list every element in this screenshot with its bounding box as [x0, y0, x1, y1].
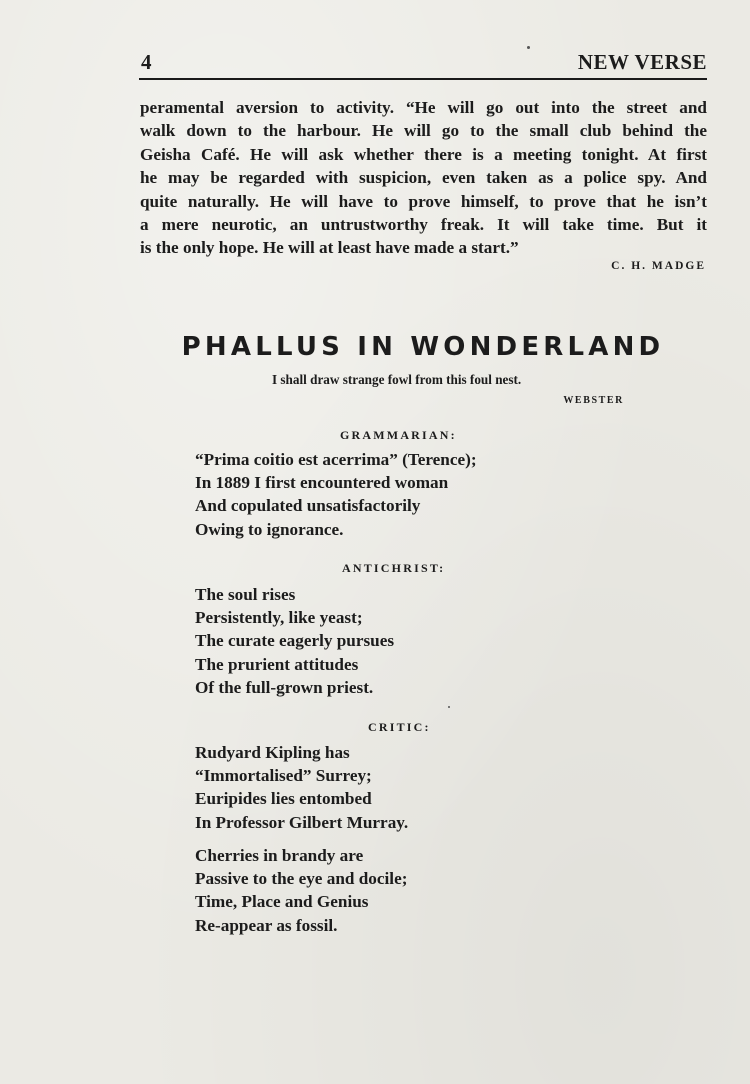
verse-line: Persistently, like yeast; — [195, 608, 363, 628]
paper-speck — [448, 706, 450, 708]
prose-line: quite naturally. He will have to prove himself, to prove that he isn’t — [140, 191, 707, 211]
stanza-critic-1 — [195, 741, 408, 834]
prose-line: peramental aversion to activity. “He will go out into the street and — [140, 98, 707, 117]
speaker-antichrist: ANTICHRIST: — [342, 561, 446, 575]
prose-paragraph — [140, 96, 707, 260]
prose-line: a mere neurotic, an untrustworthy freak. It will take time. But it — [140, 215, 707, 235]
paper-speck — [527, 46, 530, 49]
page-header — [139, 48, 707, 80]
page-number: 4 — [141, 50, 152, 74]
prose-line: is the only hope. He will at least have made a start.” — [140, 238, 519, 258]
running-head: NEW VERSE — [577, 50, 707, 74]
verse-line: Rudyard Kipling has — [195, 743, 350, 762]
verse-line: “Immortalised” Surrey; — [195, 766, 372, 786]
epigraph-author: WEBSTER — [563, 395, 624, 406]
stanza-critic-2 — [195, 844, 407, 937]
verse-line: In Professor Gilbert Murray. — [195, 812, 409, 832]
prose-signature: C. H. MADGE — [611, 260, 706, 272]
verse-line: Cherries in brandy are — [195, 846, 364, 865]
verse-line: The soul rises — [195, 585, 296, 604]
speaker-grammarian: GRAMMARIAN: — [340, 428, 457, 442]
prose-line: he may be regarded with suspicion, even taken as a police spy. And — [140, 168, 707, 188]
speaker-critic: CRITIC: — [368, 720, 431, 734]
poem-title: PHALLUS IN WONDERLAND — [181, 332, 665, 362]
prose-line: walk down to the harbour. He will go to the small club behind the — [140, 121, 707, 141]
verse-line: Of the full-grown priest. — [195, 677, 374, 697]
poem-epigraph: I shall draw strange fowl from this foul nest. — [272, 372, 522, 387]
verse-line: In 1889 I first encountered woman — [195, 473, 449, 493]
prose-line: Geisha Café. He will ask whether there is a meeting tonight. At first — [140, 144, 707, 164]
stanza-antichrist — [195, 583, 394, 699]
verse-line: The prurient attitudes — [195, 654, 359, 674]
verse-line: Euripides lies entombed — [195, 789, 372, 809]
verse-line: Re-appear as fossil. — [195, 915, 338, 935]
verse-line: Passive to the eye and docile; — [195, 869, 408, 889]
verse-line: Time, Place and Genius — [195, 892, 369, 912]
verse-line: And copulated unsatisfactorily — [195, 496, 421, 516]
verse-line: Owing to ignorance. — [195, 519, 344, 539]
verse-line: The curate eagerly pursues — [195, 631, 395, 651]
stanza-grammarian — [195, 448, 477, 541]
verse-line: “Prima coitio est acerrima” (Terence); — [195, 450, 477, 469]
